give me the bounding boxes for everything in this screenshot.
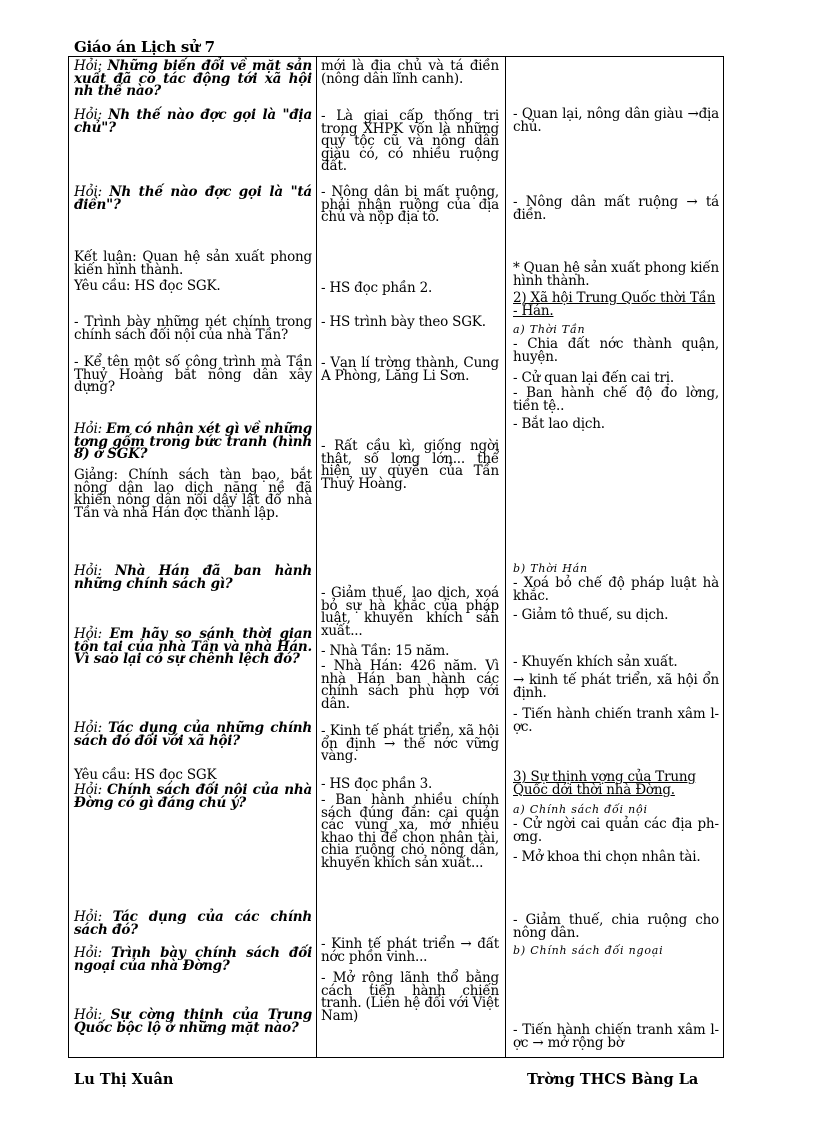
lesson-content: - Cử ngời cai quản các địa phơng. — [513, 816, 719, 845]
teacher-question: Hỏi: Tác dụng của các chính sách đó? — [74, 909, 312, 938]
student-answer: - Ban hành nhiều chính sách đúng đắn: cai quản các vùng xa, mở nhiều khao thi để chọn nhân tài, chia ruộng cho nông dân, khuyến khích sản xuất... — [321, 792, 499, 871]
lesson-content: - Tiến hành chiến tranh xâm lợc. — [513, 706, 719, 735]
teacher-question: Hỏi: Nh thế nào đợc gọi là "tá điền"? — [74, 184, 312, 213]
teacher-question: Hỏi: Những biến đổi về mặt sản xuất đã có tác động tới xã hội nh thế nào? — [74, 58, 312, 99]
lesson-content: - Tiến hành chiến tranh xâm lợc → mở rộng bờ — [513, 1022, 719, 1051]
instruction-text: Yêu cầu: HS đọc SGK. — [74, 278, 221, 294]
page-header-title: Giáo án Lịch sử 7 — [74, 38, 215, 56]
lesson-content: - Bắt lao dịch. — [513, 416, 605, 432]
teacher-question: Hỏi: Sự cờng thịnh của Trung Quốc bộc lộ ở những mặt nào? — [74, 1007, 312, 1036]
lesson-content: * Quan hệ sản xuất phong kiến hình thành. — [513, 260, 719, 289]
subsection-heading: b) Chính sách đối ngoại — [513, 944, 664, 957]
subsection-heading: a) Chính sách đối nội — [513, 803, 648, 816]
lesson-content: - Giảm tô thuế, su dịch. — [513, 607, 669, 623]
student-answer: - Rất cầu kì, giống ngời thật, số lợng lớn... thể hiện uy quyền của Tần Thuỷ Hoàng. — [321, 438, 499, 492]
column-divider — [316, 56, 317, 1058]
lesson-content: → kinh tế phát triển, xã hội ổn định. — [513, 672, 719, 701]
student-answer: - Mở rộng lãnh thổ bằng cách tiến hành chiến tranh. (Liên hệ đối với Việt Nam) — [321, 970, 499, 1024]
lesson-content: - Giảm thuế, chia ruộng cho nông dân. — [513, 912, 719, 941]
teacher-question: Hỏi: Chính sách đối nội của nhà Đờng có gì đáng chú ý? — [74, 782, 312, 811]
lesson-content: - Nông dân mất ruộng → tá điền. — [513, 194, 719, 223]
footer-school: Trờng THCS Bàng La — [527, 1071, 699, 1088]
lesson-content: - Quan lại, nông dân giàu →địa chủ. — [513, 106, 719, 135]
teacher-question: - Kể tên một số công trình mà Tần Thuỷ Hoàng bắt nông dân xây dựng? — [74, 354, 312, 395]
teacher-question: Hỏi: Nh thế nào đợc gọi là "địa chủ"? — [74, 107, 312, 136]
teacher-question: Hỏi: Em hãy so sánh thời gian tồn tại của nhà Tần và nhà Hán. Vì sao lại có sự chênh lệch đó? — [74, 626, 312, 667]
student-answer: - Nông dân bị mất ruộng, phải nhận ruộng của địa chủ và nộp địa tô. — [321, 184, 499, 225]
student-answer: - HS trình bày theo SGK. — [321, 314, 486, 330]
lesson-content: - Cử quan lại đến cai trị. — [513, 370, 674, 386]
lesson-content: - Ban hành chế độ đo lờng, tiền tệ.. — [513, 385, 719, 414]
student-answer: - HS đọc phần 3. — [321, 776, 433, 792]
lesson-content: - Mở khoa thi chọn nhân tài. — [513, 849, 701, 865]
subsection-heading: a) Thời Tần — [513, 323, 586, 336]
section-heading: 2) Xã hội Trung Quốc thời Tần - Hán. — [513, 290, 716, 319]
student-answer: - HS đọc phần 2. — [321, 280, 433, 296]
lesson-content: - Xoá bỏ chế độ pháp luật hà khắc. — [513, 575, 719, 604]
student-answer: - Giảm thuế, lao dịch, xoá bỏ sự hà khắc của pháp luật, khuyến khích sản xuất... — [321, 585, 499, 639]
subsection-heading: b) Thời Hán — [513, 562, 588, 575]
footer-author: Lu Thị Xuân — [74, 1071, 174, 1088]
teacher-explanation: Giảng: Chính sách tàn bạo, bắt nông dân lao dịch nặng nề đã khiến nông dân nổi dậy lật đổ nhà Tần và nhà Hán đợc thành lập. — [74, 467, 312, 521]
teacher-question: - Trình bày những nét chính trong chính sách đối nội của nhà Tần? — [74, 314, 312, 343]
student-answer: - Nhà Tần: 15 năm. — [321, 643, 450, 659]
section-heading: 3) Sự thịnh vợng của Trung Quốc dới thời nhà Đờng. — [513, 769, 696, 798]
student-answer: - Kinh tế phát triển → đất nớc phồn vinh... — [321, 936, 499, 965]
teacher-question: Hỏi: Tác dụng của những chính sách đó đối với xã hội? — [74, 720, 312, 749]
teacher-question: Hỏi: Em có nhận xét gì về những tợng gốm trong bức tranh (hình 8) ở SGK? — [74, 421, 312, 462]
student-answer: - Là giai cấp thống trị trong XHPK vốn là những quý tộc cũ và nông dân giàu có, có nhiều ruộng đất. — [321, 108, 499, 174]
lesson-content: - Khuyến khích sản xuất. — [513, 654, 678, 670]
student-answer: - Kinh tế phát triển, xã hội ổn định → thế nớc vững vàng. — [321, 723, 499, 764]
lesson-content: - Chia đất nớc thành quận, huyện. — [513, 336, 719, 365]
instruction-text: Yêu cầu: HS đọc SGK — [74, 767, 217, 783]
column-divider — [505, 56, 506, 1058]
conclusion-text: Kết luận: Quan hệ sản xuất phong kiến hình thành. — [74, 249, 312, 278]
teacher-question: Hỏi: Trình bày chính sách đối ngoại của nhà Đờng? — [74, 945, 312, 974]
student-answer: - Nhà Hán: 426 năm. Vì nhà Hán ban hành các chính sách phù hợp với dân. — [321, 658, 499, 712]
student-answer: - Vạn lí trờng thành, Cung A Phòng, Lăng Li Sơn. — [321, 355, 499, 384]
teacher-question: Hỏi: Nhà Hán đã ban hành những chính sách gì? — [74, 563, 313, 592]
student-answer: mới là địa chủ và tá điền (nông dân lĩnh canh). — [321, 58, 499, 87]
